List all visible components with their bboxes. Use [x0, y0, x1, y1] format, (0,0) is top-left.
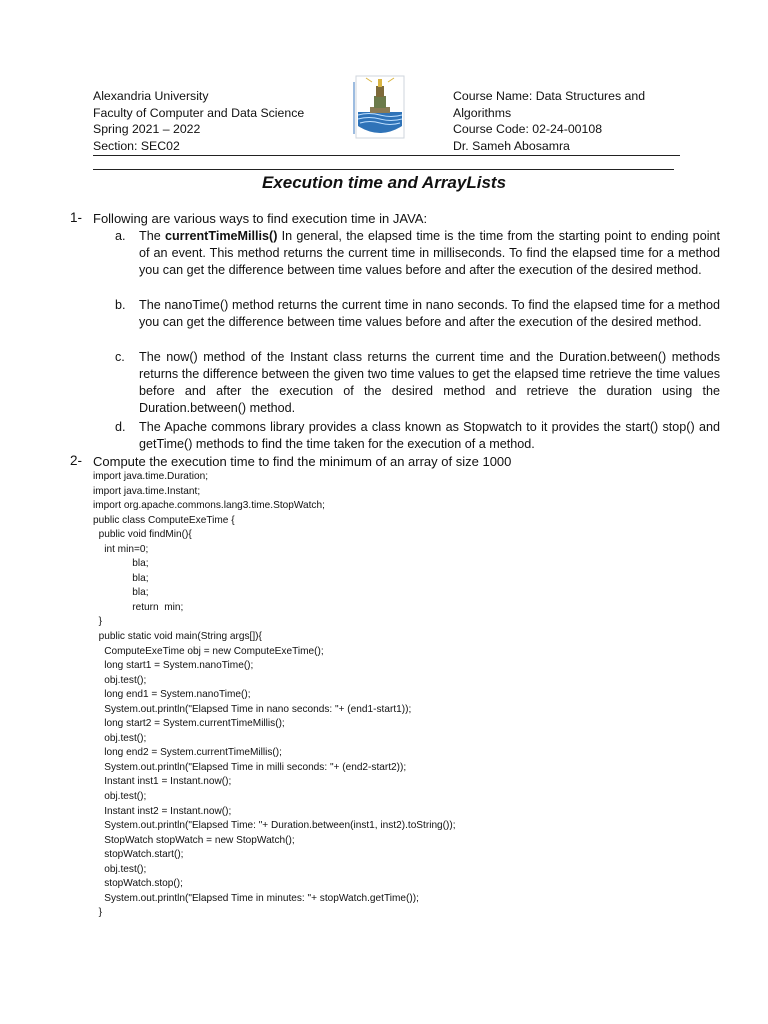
header-divider-2	[93, 169, 674, 170]
item-text: The currentTimeMillis() In general, the elapsed time is the time from the starting point to ending point of an event. This method returns the current time in milliseconds. To find the elapsed time for a method you can get the difference between time values before and after the execution of the desired method.	[139, 229, 720, 277]
question-1-text: Following are various ways to find execution time in JAVA:	[93, 211, 428, 226]
item-label: b.	[115, 298, 126, 312]
question-2-text: Compute the execution time to find the minimum of an array of size 1000	[93, 454, 512, 469]
course-code: Course Code: 02-24-00108	[453, 122, 603, 136]
code-line: System.out.println("Elapsed Time in minutes: "+ stopWatch.getTime());	[93, 892, 419, 904]
page-title: Execution time and ArrayLists	[261, 173, 507, 192]
code-line: obj.test();	[93, 863, 147, 875]
code-line: public class ComputeExeTime {	[93, 514, 235, 526]
code-line: import java.time.Duration;	[93, 471, 208, 482]
course-name-cont: Algorithms	[453, 105, 512, 120]
item-text: The Apache commons library provides a class known as Stopwatch to it provides the start() stop() and getTime() methods to find the time taken for the execution of a method.	[139, 420, 720, 451]
code-line: long start2 = System.currentTimeMillis();	[93, 718, 285, 730]
code-line: stopWatch.stop();	[93, 878, 183, 890]
code-line: System.out.println("Elapsed Time in milli seconds: "+ (end2-start2));	[93, 761, 407, 773]
item-text: The nanoTime() method returns the current time in nano seconds. To find the elapsed time for a method you can get the difference between time values before and after the execution of the desired method.	[139, 298, 720, 329]
question-1-number: 1-	[70, 210, 83, 225]
code-line: public void findMin(){	[93, 529, 192, 541]
code-line: import java.time.Instant;	[93, 485, 201, 497]
alexandria-lighthouse-emblem-icon	[352, 74, 408, 140]
code-line: StopWatch stopWatch = new StopWatch();	[93, 834, 295, 846]
code-line: long end2 = System.currentTimeMillis();	[93, 747, 282, 759]
code-line: long end1 = System.nanoTime();	[93, 689, 251, 701]
code-block	[93, 470, 456, 921]
item-text: The now() method of the Instant class returns the current time and the Duration.between() methods returns the difference between the given two time values to get the elapsed time retrieve the time values before and after the execution of the desired method and retrieve the duration using the Duration.between() method.	[139, 350, 720, 415]
code-line: bla;	[93, 572, 149, 584]
item-label: c.	[115, 350, 125, 364]
code-line: obj.test();	[93, 791, 147, 803]
header-divider	[93, 155, 680, 156]
code-line: obj.test();	[93, 732, 147, 744]
code-line: import org.apache.commons.lang3.time.StopWatch;	[93, 500, 325, 512]
code-line: }	[93, 907, 102, 919]
instructor: Dr. Sameh Abosamra	[453, 138, 570, 153]
code-line: }	[93, 616, 102, 628]
item-label: a.	[115, 229, 126, 243]
course-name: Course Name: Data Structures and	[453, 89, 646, 103]
code-line: int min=0;	[93, 543, 149, 555]
code-line: obj.test();	[93, 674, 147, 686]
code-line: ComputeExeTime obj = new ComputeExeTime();	[93, 645, 324, 657]
code-line: System.out.println("Elapsed Time: "+ Duration.between(inst1, inst2).toString());	[93, 820, 456, 832]
code-line: bla;	[93, 587, 149, 599]
item-label: d.	[115, 420, 126, 434]
code-line: public static void main(String args[]){	[93, 631, 262, 643]
code-line: System.out.println("Elapsed Time in nano seconds: "+ (end1-start1));	[93, 703, 412, 715]
code-line: stopWatch.start();	[93, 849, 184, 861]
code-line: Instant inst1 = Instant.now();	[93, 776, 232, 788]
university-name: Alexandria University	[93, 89, 209, 103]
university-info	[93, 88, 304, 154]
question-2-number: 2-	[70, 453, 83, 468]
code-line: long start1 = System.nanoTime();	[93, 660, 254, 672]
semester: Spring 2021 – 2022	[93, 122, 201, 136]
faculty-name: Faculty of Computer and Data Science	[93, 105, 305, 120]
code-line: bla;	[93, 558, 149, 570]
course-info	[453, 88, 645, 154]
code-line: return min;	[93, 601, 184, 613]
code-line: Instant inst2 = Instant.now();	[93, 805, 232, 817]
section: Section: SEC02	[93, 138, 180, 153]
